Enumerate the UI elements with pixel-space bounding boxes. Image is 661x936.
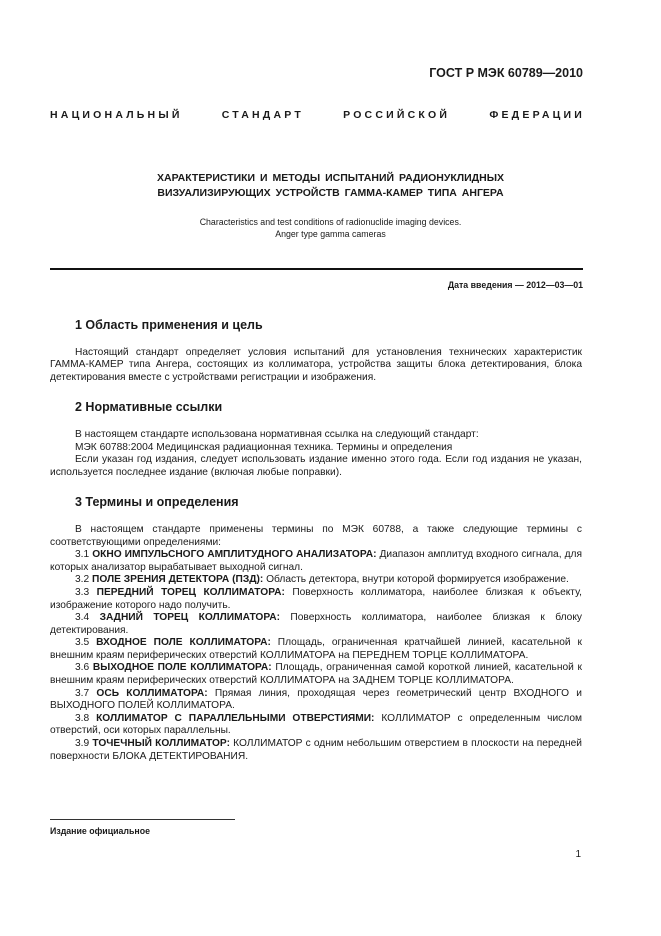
- term-definition: Область детектора, внутри которой формируется изображение.: [266, 574, 569, 586]
- term-definition: Прямая линия, проходящая через геометрический центр ВХОДНОГО и ВЫХОДНОГО ПОЛЕЙ КОЛЛИМАТОРА.: [50, 687, 582, 712]
- term-definition: Поверхность коллиматора, наиболее близкая к объекту, изображение которого надо получить.: [50, 586, 582, 611]
- section-3-intro: В настоящем стандарте применены термины по МЭК 60788, а также следующие термины с соответствующими определениями:: [50, 523, 582, 548]
- term-definition: Площадь, ограниченная самой короткой линией, касательной к внешним краям периферических отверстий КОЛЛИМАТОРА на ЗАДНЕМ ТОРЦЕ КОЛЛИМАТОРА.: [50, 662, 582, 687]
- term-definition: КОЛЛИМАТОР с определенным числом отверстий, оси которых параллельны.: [50, 712, 582, 737]
- english-title: [60, 216, 601, 240]
- term-3-6: [50, 662, 582, 687]
- section-2-paragraph-3: Если указан год издания, следует использовать издание именно этого года. Если год издания не указан, используется последнее издание (включая любые поправки).: [50, 454, 582, 478]
- document-code: ГОСТ Р МЭК 60789—2010: [429, 66, 583, 80]
- term-definition: Площадь, ограниченная кратчайшей линией, касательной к внешним краям периферических отверстий КОЛЛИМАТОРА на ПЕРЕДНЕМ ТОРЦЕ КОЛЛИМАТОРА.: [50, 637, 582, 661]
- term-3-8: [50, 713, 582, 738]
- term-name: ТОЧЕЧНЫЙ КОЛЛИМАТОР:: [92, 738, 230, 750]
- section-2-paragraph-1: В настоящем стандарте использована нормативная ссылка на следующий стандарт:: [75, 428, 479, 440]
- term-number: 3.6: [75, 662, 90, 674]
- term-number: 3.2: [75, 574, 90, 586]
- national-standard-heading: НАЦИОНАЛЬНЫЙ СТАНДАРТ РОССИЙСКОЙ ФЕДЕРАЦИИ: [50, 109, 585, 121]
- term-number: 3.8: [75, 712, 90, 724]
- term-number: 3.9: [75, 738, 90, 750]
- term-name: ВЫХОДНОЕ ПОЛЕ КОЛЛИМАТОРА:: [92, 662, 272, 674]
- footer-rule: [50, 819, 235, 820]
- term-definition: Диапазон амплитуд входного сигнала, для которых анализатор вырабатывает выходной сигнал.: [50, 549, 582, 573]
- introduction-date: Дата введения — 2012—03—01: [447, 280, 583, 290]
- term-3-9: [50, 738, 582, 763]
- section-2-paragraph-2: МЭК 60788:2004 Медицинская радиационная техника. Термины и определения: [75, 441, 453, 453]
- document-title: [60, 171, 601, 201]
- section-1-heading: 1 Область применения и цель: [75, 318, 263, 332]
- page-number: 1: [575, 849, 581, 860]
- term-definition: Поверхность коллиматора, наиболее близкая к блоку детектирования.: [50, 612, 582, 636]
- term-3-1: [50, 549, 582, 574]
- section-3-heading: 3 Термины и определения: [75, 495, 239, 510]
- document-body: [50, 318, 582, 763]
- term-definition: КОЛЛИМАТОР с одним небольшим отверстием в плоскости на передней поверхности БЛОКА ДЕТЕКТИРОВАНИЯ.: [50, 738, 582, 762]
- section-2-heading: 2 Нормативные ссылки: [75, 400, 223, 415]
- term-3-2: [50, 574, 582, 587]
- term-3-4: [50, 612, 582, 637]
- term-name: КОЛЛИМАТОР С ПАРАЛЛЕЛЬНЫМИ ОТВЕРСТИЯМИ:: [96, 712, 375, 724]
- term-number: 3.5: [75, 637, 90, 649]
- title-line-2: ВИЗУАЛИЗИРУЮЩИХ УСТРОЙСТВ ГАММА-КАМЕР ТИПА АНГЕРА: [157, 187, 504, 199]
- section-1-paragraph: Настоящий стандарт определяет условия испытаний для установления технических характеристик ГАММА-КАМЕР типа Ангера, состоящих из коллиматора, устройства защиты блока детектирования, блока детектирования вместе с устройствами регистрации и изображения.: [50, 346, 582, 383]
- term-number: 3.1: [75, 549, 90, 561]
- title-line-1: ХАРАКТЕРИСТИКИ И МЕТОДЫ ИСПЫТАНИЙ РАДИОНУКЛИДНЫХ: [156, 172, 505, 184]
- english-title-line-1: Characteristics and test conditions of radionuclide imaging devices.: [199, 217, 462, 227]
- official-edition-note: Издание официальное: [50, 826, 150, 836]
- term-name: ВХОДНОЕ ПОЛЕ КОЛЛИМАТОРА:: [96, 637, 271, 649]
- header-rule: [50, 268, 583, 270]
- term-name: ОКНО ИМПУЛЬСНОГО АМПЛИТУДНОГО АНАЛИЗАТОРА:: [92, 549, 377, 561]
- term-name: ПОЛЕ ЗРЕНИЯ ДЕТЕКТОРА (ПЗД):: [92, 574, 264, 586]
- term-number: 3.7: [75, 687, 90, 699]
- term-3-7: [50, 688, 582, 713]
- english-title-line-2: Anger type gamma cameras: [275, 229, 386, 239]
- term-number: 3.4: [75, 612, 90, 624]
- term-name: ОСЬ КОЛЛИМАТОРА:: [96, 687, 208, 699]
- term-3-5: [50, 637, 582, 662]
- term-number: 3.3: [75, 586, 90, 598]
- term-name: ПЕРЕДНИЙ ТОРЕЦ КОЛЛИМАТОРА:: [96, 586, 285, 598]
- term-3-3: [50, 587, 582, 612]
- term-name: ЗАДНИЙ ТОРЕЦ КОЛЛИМАТОРА:: [99, 612, 281, 624]
